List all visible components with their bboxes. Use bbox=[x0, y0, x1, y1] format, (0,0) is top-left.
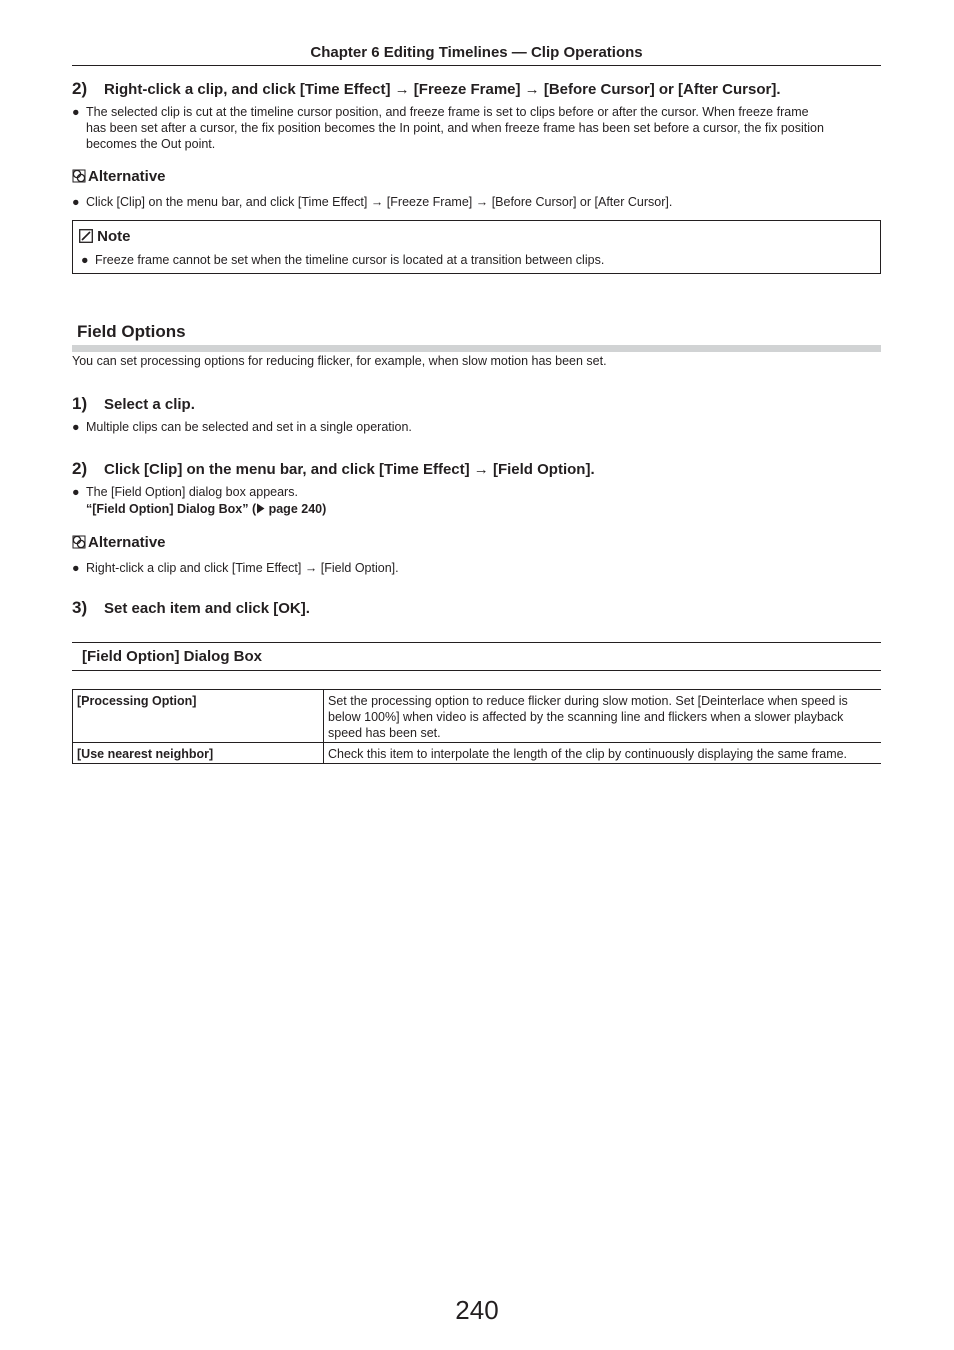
alternative-bullet bbox=[72, 560, 872, 576]
bullet-text: Multiple clips can be selected and set in a single operation. bbox=[86, 420, 412, 434]
alternative-heading bbox=[72, 168, 166, 185]
alternative-heading bbox=[72, 534, 166, 551]
step-text: Click [Clip] on the menu bar, and click [Time Effect] → [Field Option]. bbox=[104, 461, 595, 478]
freeze-bullet bbox=[72, 104, 872, 152]
note-heading bbox=[79, 228, 131, 245]
table-row bbox=[73, 743, 882, 764]
alternative-label: Alternative bbox=[88, 168, 166, 185]
bullet-text: The [Field Option] dialog box appears. bbox=[86, 485, 298, 499]
description-line: Set the processing option to reduce flicker during slow motion. Set [Deinterlace when speed is bbox=[328, 694, 848, 708]
option-name: [Processing Option] bbox=[73, 690, 324, 743]
step-1 bbox=[72, 394, 195, 414]
link-page[interactable]: page 240) bbox=[265, 502, 327, 516]
bullet-dot: ● bbox=[81, 253, 89, 267]
link-text[interactable]: “[Field Option] Dialog Box” ( bbox=[86, 502, 257, 516]
option-name: [Use nearest neighbor] bbox=[73, 743, 324, 764]
note-text: Freeze frame cannot be set when the timeline cursor is located at a transition between clips. bbox=[95, 253, 605, 267]
section-title-text: Field Options bbox=[77, 322, 186, 341]
alternative-label: Alternative bbox=[88, 534, 166, 551]
bullet-line: becomes the Out point. bbox=[86, 137, 216, 151]
note-label: Note bbox=[97, 228, 131, 245]
alternative-text: Right-click a clip and click [Time Effect] → [Field Option]. bbox=[86, 561, 399, 575]
note-icon bbox=[79, 229, 93, 243]
page-arrow-icon bbox=[256, 503, 265, 514]
description-line: below 100%] when video is affected by the scanning line and flickers when a slower playback bbox=[328, 710, 844, 724]
bullet-line: has been set after a cursor, the fix position becomes the In point, and when freeze frame has been set before a cursor, the fix position bbox=[86, 121, 824, 135]
step-number: 2) bbox=[72, 79, 88, 98]
step-number: 3) bbox=[72, 598, 88, 617]
alternative-bullet bbox=[72, 194, 872, 210]
dialog-heading bbox=[72, 642, 881, 671]
description-line: Check this item to interpolate the length of the clip by continuously displaying the same frame. bbox=[328, 747, 848, 761]
section-intro: You can set processing options for reducing flicker, for example, when slow motion has been set. bbox=[72, 354, 607, 368]
bullet-dot: ● bbox=[72, 420, 80, 434]
description-line: speed has been set. bbox=[328, 726, 441, 740]
dialog-heading-text: [Field Option] Dialog Box bbox=[82, 648, 262, 665]
bullet-dot: ● bbox=[72, 105, 80, 119]
step-number: 1) bbox=[72, 394, 88, 413]
bullet-dot: ● bbox=[72, 561, 80, 575]
options-table bbox=[72, 689, 881, 764]
step-text: Select a clip. bbox=[104, 396, 195, 413]
step-3 bbox=[72, 598, 310, 618]
step-text: Set each item and click [OK]. bbox=[104, 600, 310, 617]
bullet-dot: ● bbox=[72, 485, 80, 499]
bullet-dot: ● bbox=[72, 195, 80, 209]
table-row bbox=[73, 690, 882, 743]
step-2-bullet bbox=[72, 484, 872, 500]
note-bullet bbox=[81, 252, 861, 268]
freeze-step bbox=[72, 79, 781, 99]
step-text: Right-click a clip, and click [Time Effect] → [Freeze Frame] → [Before Cursor] or [After Cursor]. bbox=[104, 81, 781, 98]
alternative-icon bbox=[72, 169, 86, 183]
option-description bbox=[324, 743, 882, 764]
page-number: 240 bbox=[455, 1295, 499, 1325]
note-box bbox=[72, 220, 881, 274]
bullet-line: The selected clip is cut at the timeline cursor position, and freeze frame is set to clips before or after the cursor. When freeze frame bbox=[86, 105, 809, 119]
step-2 bbox=[72, 459, 595, 479]
step-1-bullet bbox=[72, 419, 872, 435]
chapter-header: Chapter 6 Editing Timelines — Clip Operations bbox=[72, 44, 881, 66]
step-number: 2) bbox=[72, 459, 88, 478]
dialog-box-link[interactable] bbox=[86, 502, 326, 516]
option-description bbox=[324, 690, 882, 743]
alternative-text: Click [Clip] on the menu bar, and click [Time Effect] → [Freeze Frame] → [Before Cursor] or [After Cursor]. bbox=[86, 195, 673, 209]
alternative-icon bbox=[72, 535, 86, 549]
section-title bbox=[72, 322, 881, 352]
